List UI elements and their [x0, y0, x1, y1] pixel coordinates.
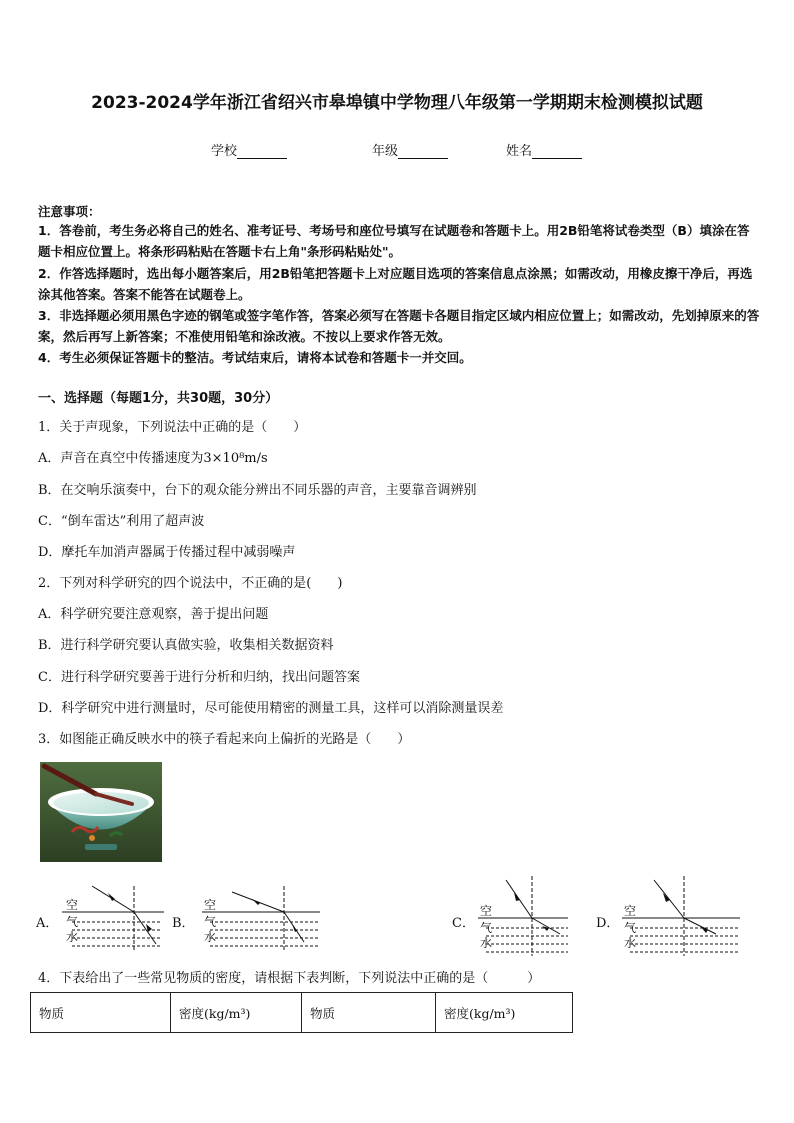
density-table [30, 992, 573, 1033]
option-a: A．声音在真空中传播速度为3×10⁸m/s [38, 451, 268, 466]
option-letter: D． [596, 916, 620, 931]
option-c: C．进行科学研究要善于进行分析和归纳，找出问题答案 [38, 670, 360, 685]
grade-blank [398, 146, 448, 159]
table-header-cell: 密度(kg/m³) [171, 993, 302, 1033]
option-d: D．科学研究中进行测量时，尽可能使用精密的测量工具，这样可以消除测量误差 [38, 701, 504, 716]
table-header-cell: 物质 [31, 993, 171, 1033]
refraction-diagram [596, 872, 744, 962]
page-title: 2023-2024学年浙江省绍兴市皋埠镇中学物理八年级第一学期期末检测模拟试题 [91, 93, 703, 113]
section-heading: 一、选择题（每题1分，共30题，30分） [38, 391, 279, 406]
school-label: 学校 [211, 144, 238, 159]
grade-field [372, 140, 448, 159]
table-header-cell: 物质 [302, 993, 436, 1033]
option-a: A．科学研究要注意观察，善于提出问题 [38, 607, 269, 622]
question-stem: 3．如图能正确反映水中的筷子看起来向上偏折的光路是（ ） [38, 732, 411, 747]
question-stem: 2．下列对科学研究的四个说法中，不正确的是( ) [38, 576, 343, 591]
name-label: 姓名 [506, 144, 533, 159]
option-letter: A． [36, 916, 59, 931]
water-label: 水 [66, 930, 79, 944]
school-field [211, 140, 287, 159]
table-header-cell: 密度(kg/m³) [436, 993, 573, 1033]
note-item: 3．非选择题必须用黑色字迹的钢笔或签字笔作答，答案必须写在答题卡各题目指定区域内相应位置上；如需改动，先划掉原来的答案，然后再写上新答案；不准使用铅笔和涂改液。不按以上要求作答无效。 [38, 308, 760, 344]
refraction-diagram [452, 872, 582, 962]
refraction-diagram [36, 872, 166, 962]
option-letter: C． [452, 916, 475, 931]
name-field [506, 140, 582, 159]
note-item: 4．考生必须保证答题卡的整洁。考试结束后，请将本试卷和答题卡一并交回。 [38, 350, 472, 365]
notes-title: 注意事项： [38, 204, 101, 219]
option-b: B．进行科学研究要认真做实验，收集相关数据资料 [38, 638, 334, 653]
question-stem: 1．关于声现象，下列说法中正确的是（ ） [38, 420, 307, 435]
water-label: 水 [480, 936, 493, 950]
note-item: 1．答卷前，考生务必将自己的姓名、准考证号、考场号和座位号填写在试题卷和答题卡上。用2B铅笔将试卷类型（B）填涂在答题卡相应位置上。将条形码粘贴在答题卡右上角"条形码粘贴处"。 [38, 223, 750, 259]
grade-label: 年级 [372, 144, 399, 159]
option-letter: B． [172, 916, 195, 931]
air-label: 空气 [66, 898, 79, 929]
air-label: 空气 [480, 904, 493, 935]
water-label: 水 [624, 936, 637, 950]
air-label: 空气 [204, 898, 217, 929]
question-stem: 4．下表给出了一些常见物质的密度，请根据下表判断，下列说法中正确的是（ ） [38, 971, 541, 986]
bowl-with-chopstick-image [40, 762, 162, 862]
water-label: 水 [204, 930, 217, 944]
note-item: 2．作答选择题时，选出每小题答案后，用2B铅笔把答题卡上对应题目选项的答案信息点涂黑；如需改动，用橡皮擦干净后，再选涂其他答案。答案不能答在试题卷上。 [38, 266, 753, 302]
air-label: 空气 [624, 904, 637, 935]
option-b: B．在交响乐演奏中，台下的观众能分辨出不同乐器的声音，主要靠音调辨别 [38, 483, 477, 498]
option-c: C．“倒车雷达”利用了超声波 [38, 514, 205, 529]
table-header-row [31, 993, 573, 1033]
school-blank [237, 146, 287, 159]
name-blank [532, 146, 582, 159]
option-d: D．摩托车加消声器属于传播过程中减弱噪声 [38, 545, 296, 560]
refraction-diagram [172, 872, 322, 962]
